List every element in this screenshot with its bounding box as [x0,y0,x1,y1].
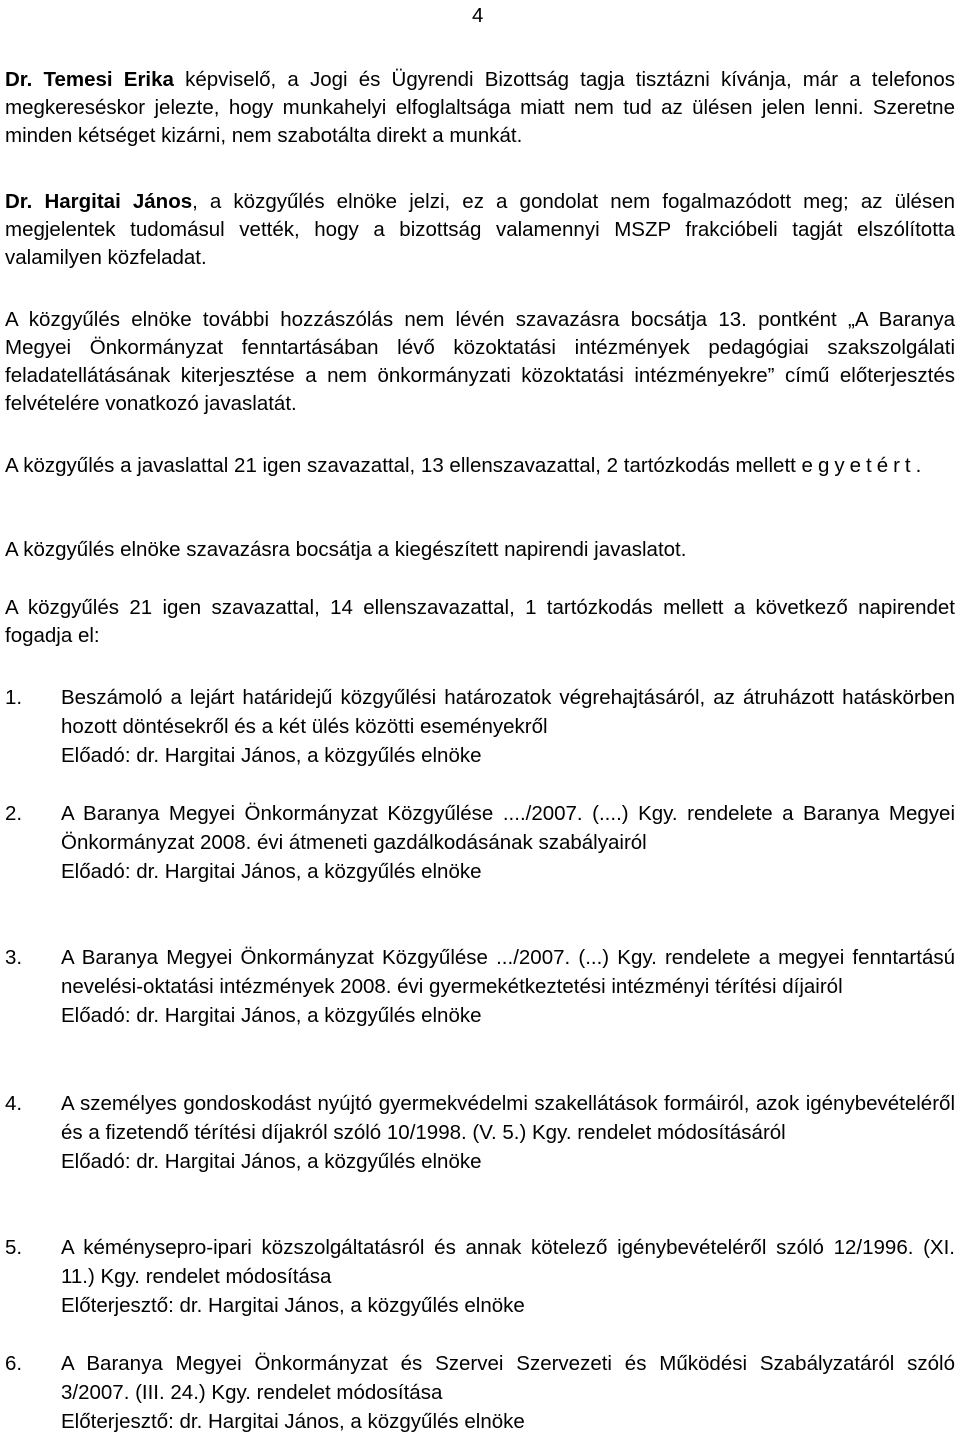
agenda-item-presenter: Előadó: dr. Hargitai János, a közgyűlés elnöke [61,860,482,883]
agenda-item-number: 4. [5,1092,23,1115]
paragraph-text: képviselő, a Jogi és Ügyrendi Bizottság tagja tisztázni kívánja, már a telefonos megkereséskor jelezte, hogy munkahelyi elfoglaltsága miatt nem tud az ülésen jelen lenni. Szeretne minden kétséget kizárni, nem szabotálta direkt a munkát. [5,68,956,147]
paragraph-agenda-adopted [5,594,955,650]
agenda-item-number: 2. [5,802,23,825]
agenda-item-number: 1. [5,686,23,709]
paragraph-text: A közgyűlés elnöke szavazásra bocsátja a kiegészített napirendi javaslatot. [5,538,687,561]
paragraph-agenda-vote [5,536,955,564]
paragraph-text: A közgyűlés elnöke további hozzászólás nem lévén szavazásra bocsátja 13. pontként „A Baranya Megyei Önkormányzat fenntartásában lévő közoktatási intézmények pedagógiai szakszolgálati feladatellátásának kiterjesztése a nem önkormányzati közoktatási intézményekre” című előterjesztés felvételére vonatkozó javaslatát. [5,308,955,415]
speaker-name: Dr. Hargitai János [5,190,193,213]
paragraph-text: A közgyűlés a javaslattal 21 igen szavazattal, 13 ellenszavazattal, 2 tartózkodás mellett [5,454,796,477]
agenda-item-number: 5. [5,1236,23,1259]
agenda-item-1 [5,683,955,770]
agenda-item-title: A személyes gondoskodást nyújtó gyermekvédelmi szakellátások formáiról, azok igénybevételéről és a fizetendő térítési díjakról szóló 10/1998. (V. 5.) Kgy. rendelet módosításáról [61,1092,955,1144]
paragraph-vote-result [5,452,955,480]
agenda-item-title: A Baranya Megyei Önkormányzat és Szervei Szervezeti és Működési Szabályzatáról szóló 3/2007. (III. 24.) Kgy. rendelet módosítása [61,1352,955,1404]
agenda-item-2 [5,799,955,886]
agenda-item-number: 6. [5,1352,23,1375]
agenda-item-title: A kéménysepro-ipari közszolgáltatásról és annak kötelező igénybevételéről szóló 12/1996. (XI. 11.) Kgy. rendelet módosítása [61,1236,955,1288]
agenda-item-6 [5,1349,955,1436]
agenda-item-title: A Baranya Megyei Önkormányzat Közgyűlése ..../2007. (....) Kgy. rendelete a Baranya Megyei Önkormányzat 2008. évi átmeneti gazdálkodásának szabályairól [61,802,955,854]
paragraph-vote-call [5,306,955,418]
speaker-name: Dr. Temesi Erika [5,68,174,91]
agenda-item-5 [5,1233,955,1320]
agenda-item-presenter: Előadó: dr. Hargitai János, a közgyűlés elnöke [61,1004,482,1027]
agenda-item-presenter: Előterjesztő: dr. Hargitai János, a közgyűlés elnöke [61,1410,525,1433]
agenda-item-presenter: Előterjesztő: dr. Hargitai János, a közgyűlés elnöke [61,1294,525,1317]
paragraph-text: , a közgyűlés elnöke jelzi, ez a gondolat nem fogalmazódott meg; az ülésen megjelentek tudomásul vették, hogy a bizottság valamennyi MSZP frakcióbeli tagját elszólította valamilyen közfeladat. [5,190,955,269]
page-number: 4 [472,4,484,27]
agenda-item-3 [5,943,955,1030]
agenda-item-title: Beszámoló a lejárt határidejű közgyűlési határozatok végrehajtásáról, az átruházott hatáskörben hozott döntésekről és a két ülés közötti eseményekről [61,686,955,738]
agenda-item-presenter: Előadó: dr. Hargitai János, a közgyűlés elnöke [61,744,482,767]
paragraph-hargitai [5,188,955,272]
agenda-item-number: 3. [5,946,23,969]
paragraph-temesi [5,66,955,150]
agenda-item-title: A Baranya Megyei Önkormányzat Közgyűlése .../2007. (...) Kgy. rendelete a megyei fenntartású nevelési-oktatási intézmények 2008. évi gyermekétkeztetési intézményi térítési díjairól [61,946,955,998]
emphasis-spaced: egyetért. [801,454,927,477]
agenda-item-presenter: Előadó: dr. Hargitai János, a közgyűlés elnöke [61,1150,482,1173]
agenda-item-4 [5,1089,955,1176]
paragraph-text: A közgyűlés 21 igen szavazattal, 14 ellenszavazattal, 1 tartózkodás mellett a következő napirendet fogadja el: [5,596,955,647]
